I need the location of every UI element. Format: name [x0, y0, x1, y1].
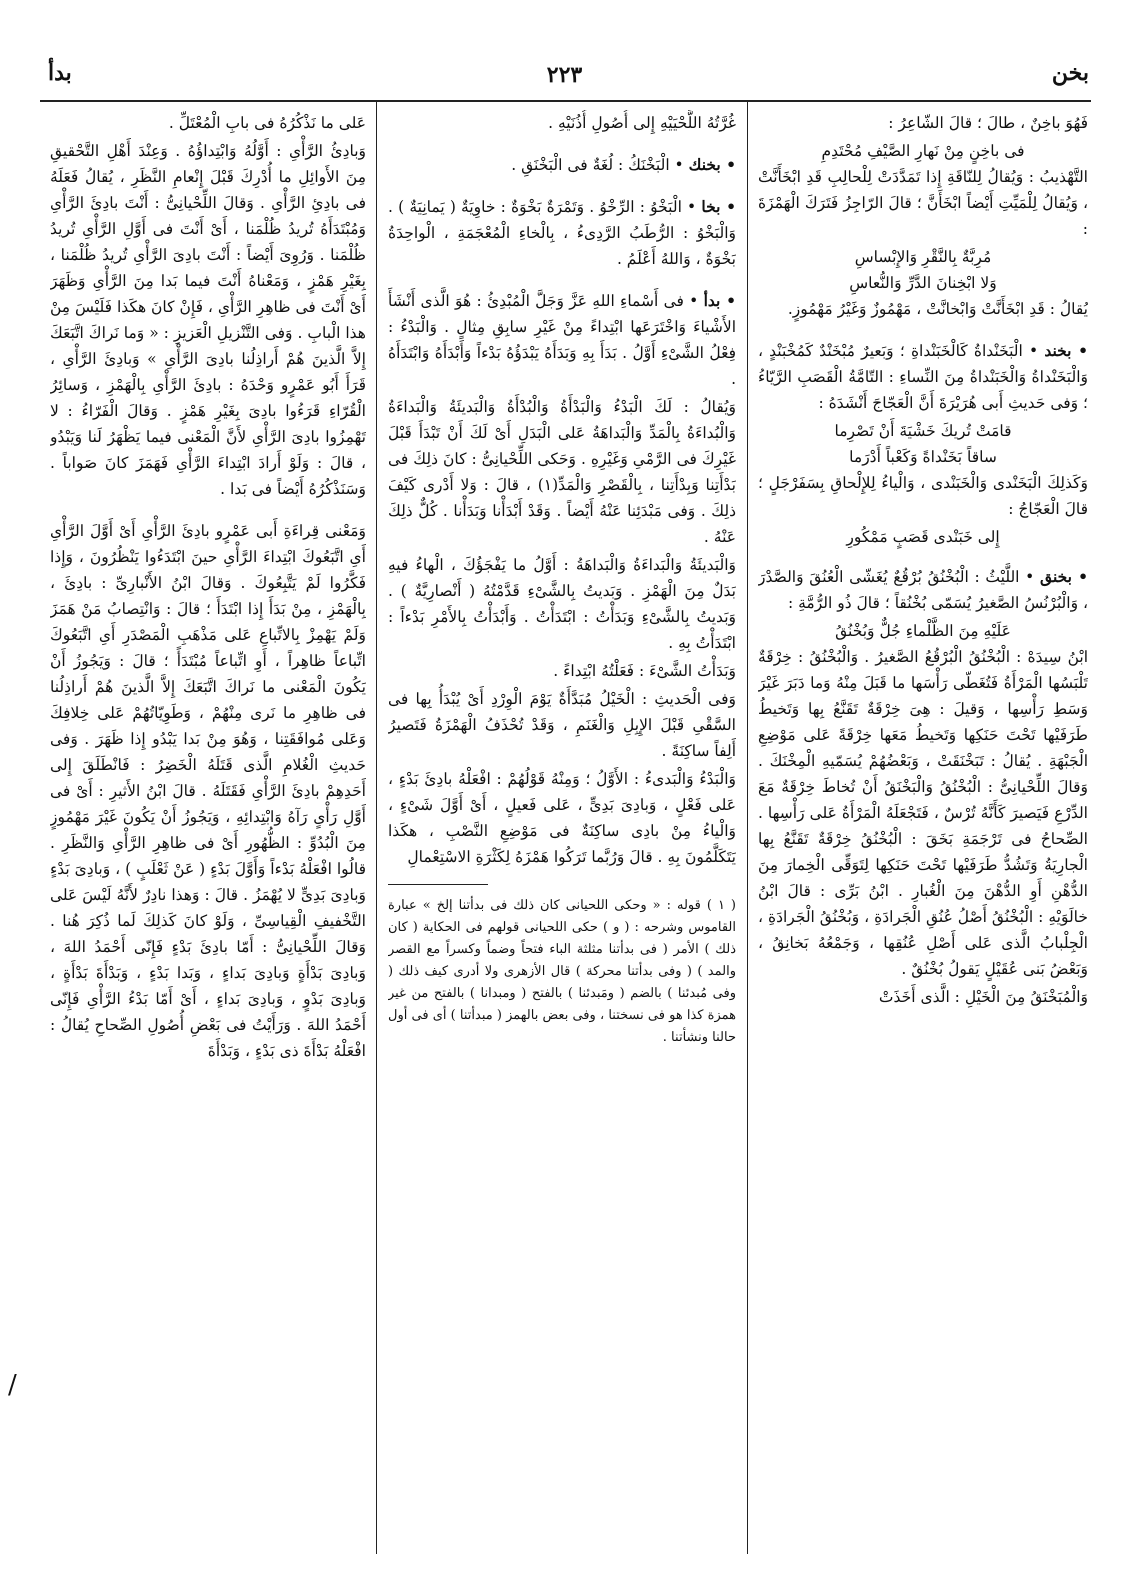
- verse-line: [758, 244, 1088, 270]
- paragraph-gap: [50, 504, 366, 518]
- paragraph: [50, 518, 366, 1064]
- entry-text: التَّهْذيبُ : وَيُقالُ لِلنّاقَةِ إِذا تَمَدَّدَتْ لِلْحالِبِ قَدِ ابْخَأَنَّتْ ، وَيُقالُ لِلْمَيِّتِ أَيْضاً ابْخَأَنَّ ؛ قالَ الرّاجِزُ فَتَرَكَ الْهَمْزَةَ :: [758, 168, 1088, 238]
- paragraph: [758, 164, 1088, 242]
- paragraph: [388, 152, 736, 178]
- entry-text: • الْبَخَنْداةُ كَالْخَبَنْداةِ ؛ وَبَعيرٌ مُبْخَنْدٌ كَمُخْبَنْدٍ ، وَالْبَخَنْداةُ وَالْخَبَنْداةُ مِنَ النِّساءِ : التّامَّةُ الْقَصَبِ الرَّيّاءُ ؛ وَفى حَديثِ أَبى هُرَيْرَةَ أَنَّ الْعَجّاجَ أَنْشَدَهُ :: [758, 342, 1088, 412]
- entry-text: • الْبَخْوُ : الرِّخْوُ . وَتَمْرَةٌ بَخْوَةٌ : خاوِيَةٌ ( يَمانِيَةٌ ) . وَالْبَخْوُ : الرُّطَبُ الرَّدِىءُ ، بِالْخاءِ الْمُعْجَمَةِ ، الْواحِدَةُ بَخْوَةٌ ، وَاللهُ أَعْلَمُ .: [388, 198, 736, 268]
- page-number: ٢٢٣: [546, 62, 583, 88]
- entry-text: وَلا ابْخِنانَ الدَّرِّ وَالنُّعاسِ: [849, 274, 997, 292]
- entry-text: فَهُوَ باخِنٌ ، طالَ ؛ قالَ الشّاعِرُ :: [888, 114, 1088, 132]
- paragraph: [758, 644, 1088, 982]
- column-divider-left: [376, 102, 377, 1554]
- entry-text: عَلى ما نَذْكُرُهُ فى بابِ الْمُعْتَلِّ .: [168, 114, 366, 132]
- paragraph: [388, 658, 736, 684]
- paragraph: [50, 138, 366, 502]
- paragraph: [388, 766, 736, 870]
- entry-headword: • بدأ: [703, 291, 736, 310]
- entry-text: عَلَيْهِ مِنَ الظَّلْماءِ جُلٌّ وَبُخْنُقُ: [835, 622, 1011, 640]
- column-divider-right: [747, 102, 748, 1554]
- paragraph: [388, 552, 736, 656]
- entry-text: وَبادِئُ الرَّأْىِ : أَوَّلُهُ وَابْتِداؤُهُ . وَعِنْدَ أَهْلِ التَّحْقيقِ مِنَ الأَوائِلِ ما أُدْرِكَ قَبْلَ إِنْعامِ النَّظَرِ ، يُقالُ فَعَلَهُ فى بادِئِ الرَّأْىِ . وَقالَ اللِّحْيانِىُّ : أَنْتَ بادِئَ الرَّأْىِ وَمُبْتَدَأَهُ تُريدُ ظُلْمَنا ، أَىْ أَنْتَ فى أَوَّلِ الرَّأْىِ تُريدُ ظُلْمَنا . وَرُوِىَ أَيْضاً : أَنْتَ بادِىَ الرَّأْىِ تُريدُ ظُلْمَنا ، بِغَيْرِ هَمْزٍ ، وَمَعْناهُ أَنْتَ فيما بَدا مِنَ الرَّأْىِ وَظَهَرَ أَىْ أَنْتَ فى ظاهِرِ الرَّأْىِ ، فَإِنْ كانَ هكَذا فَلَيْسَ مِنْ هذا الْبابِ . وَفى التَّنْزيلِ الْعَزيزِ : « وَما نَراكَ اتَّبَعَكَ إِلاَّ الَّذينَ هُمْ أَراذِلُنا بادِىَ الرَّأْىِ » وَبادِئَ الرَّأْىِ ، قَرَأَ أَبُو عَمْرٍو وَحْدَهُ : بادِئَ الرَّأْىِ بِالْهَمْزِ ، وَسائِرُ الْقُرّاءِ قَرَءُوا بادِىَ بِغَيْرِ هَمْزٍ . وَقالَ الْفَرّاءُ : لا تَهْمِزُوا بادِىَ الرَّأْىِ لأَنَّ الْمَعْنى فيما يَظْهَرُ لَنا وَيَبْدُو ، قالَ : وَلَوْ أَرادَ ابْتِداءَ الرَّأْىِ فَهَمَزَ كانَ صَواباً . وَسَنَذْكُرُهُ أَيْضاً فى بَدا .: [50, 142, 366, 498]
- header-last-word: بدأ: [48, 60, 72, 86]
- verse-line: [758, 418, 1088, 444]
- paragraph: [758, 564, 1088, 616]
- paragraph: [50, 110, 366, 136]
- header-root-word: بخن: [1051, 60, 1089, 86]
- entry-headword: • بخند: [1044, 341, 1088, 360]
- paragraph: [758, 110, 1088, 136]
- entry-text: فى باخِنٍ مِنْ نَهارِ الصَّيْفِ مُحْتَدِمِ: [821, 142, 1025, 160]
- verse-line: [758, 524, 1088, 550]
- paragraph-gap: [388, 138, 736, 152]
- paragraph: [758, 984, 1088, 1010]
- entry-text: ساقاً بَخَنْداةً وَكَعْباً أَدْرَما: [849, 448, 997, 466]
- entry-text: وَكَذلِكَ الْبَخَنْدى وَالْخَبَنْدى ، وَالْياءُ لِلإِلْحاقِ بِسَفَرْجَلٍ ؛ قالَ الْعَجّاجُ :: [758, 474, 1088, 518]
- entry-text: وَيُقالُ : لَكَ الْبَدْءُ وَالْبَدْأَةُ وَالْبُدْأَةُ وَالْبَديئَةُ وَالْبَداءَةُ وَالْبُداءَةُ بِالْمَدِّ وَالْبَداهَةُ عَلى الْبَدَلِ أَىْ لَكَ أَنْ تَبْدَأَ قَبْلَ غَيْرِكَ فى الرَّمْىِ وَغَيْرِهِ . وَحَكى اللِّحْيانِىُّ : كانَ ذلِكَ فى بَدْأَتِنا وَبِدْأَتِنا ، بِالْقَصْرِ وَالْمَدِّ(١) ، قالَ : وَلا أَدْرى كَيْفَ ذلِكَ . وَفى مَبْدَئِنا عَنْهُ أَيْضاً . وَقَدْ أَبْدَأْنا وَبَدَأْنا . كُلٌّ ذلِكَ عَنْهُ .: [388, 398, 736, 546]
- paragraph: [388, 110, 736, 136]
- paragraph-gap: [758, 550, 1088, 564]
- entry-text: إِلى خَبَنْدى قَصَبٍ مَمْكُورِ: [846, 528, 1000, 546]
- paragraph: [758, 470, 1088, 522]
- entry-text: قامَتْ تُريكَ خَشْيَةَ أَنْ تَصْرِما: [834, 422, 1012, 440]
- paragraph: [388, 288, 736, 392]
- paragraph: [388, 686, 736, 764]
- entry-text: وَمَعْنى قِراءَةِ أَبى عَمْرٍو بادِئَ الرَّأْىِ أَىْ أَوَّلَ الرَّأْىِ أَىِ اتَّبَعُوكَ ابْتِداءَ الرَّأْىِ حينَ ابْتَدَءُوا يَنْظُرُونَ ، وَإِذا فَكَّرُوا لَمْ يَتَّبِعُوكَ . وَقالَ ابْنُ الأَنْبارِىِّ : بادِئَ ، بِالْهَمْزِ ، مِنْ بَدَأَ إِذا ابْتَدَأَ ؛ قالَ : وَانْتِصابُ مَنْ هَمَزَ وَلَمْ يَهْمِزْ بِالاتِّباعِ عَلى مَذْهَبِ الْمَصْدَرِ أَىِ اتَّبَعُوكَ اتِّباعاً ظاهِراً ، أَوِ اتِّباعاً مُبْتَدَأً ؛ قالَ : وَيَجُوزُ أَنْ يَكُونَ الْمَعْنى ما نَراكَ اتَّبَعَكَ إِلاَّ الَّذينَ هُمْ أَراذِلُنا فى ظاهِرِ ما نَرى مِنْهُمْ ، وَطَوِيّاتُهُمْ عَلى خِلافِكَ وَعَلى مُوافَقَتِنا ، وَهُوَ مِنْ بَدا يَبْدُو إِذا ظَهَرَ . وَفى حَديثِ الْغُلامِ الَّذى قَتَلَهُ الْخَضِرُ : فَانْطَلَقَ إِلى أَحَدِهِمْ بادِئَ الرَّأْىِ فَقَتَلَهُ . قالَ ابْنُ الأَثيرِ : أَىْ فى أَوَّلِ رَأْىٍ رَآهُ وَابْتِدائِهِ ، وَيَجُوزُ أَنْ يَكُونَ غَيْرَ مَهْمُوزٍ مِنَ الْبُدُوِّ : الظُّهُورِ أَىْ فى ظاهِرِ الرَّأْىِ وَالنَّظَرِ . قالُوا افْعَلْهُ بَدْءاً وَأَوَّلَ بَدْءٍ ( عَنْ ثَعْلَبٍ ) ، وَبادِىَ بَدْءٍ وَبادِىَ بَدِىٍّ لا يُهْمَزُ . قالَ : وَهذا نادِرٌ لأَنَّهُ لَيْسَ عَلى التَّخْفيفِ الْقِياسِىِّ ، وَلَوْ كانَ كَذلِكَ لَما ذُكِرَ هُنا . وَقالَ اللِّحْيانِىُّ : أَمّا بادِئَ بَدْءٍ فَإِنّى أَحْمَدُ اللهَ ، وَبادِىَ بَدْأَةٍ وَبادِىَ بَداءٍ ، وَبَدا بَدْءٍ ، وَبَدْأَةَ بَدْأَةٍ ، وَبادِىَ بَدْوٍ ، وَبادِىَ بَداءٍ ، أَىْ أَمّا بَدْءُ الرَّأْىِ فَإِنّى أَحْمَدُ اللهَ . وَرَأَيْتُ فى بَعْضِ أُصُولِ الصِّحاحِ يُقالُ : افْعَلْهُ بَدْأَةَ ذى بَدْءٍ ، وَبَدْأَةَ: [50, 522, 366, 1060]
- entry-text: وَالْمُبَخْنَقُ مِنَ الْخَيْلِ : الَّذى أَخَذَتْ: [878, 988, 1088, 1006]
- entry-text: وَفى الْحَديثِ : الْخَيْلُ مُبَدَّأَةٌ يَوْمَ الْوِرْدِ أَىْ يُبْدَأُ بِها فى السَّقْىِ قَبْلَ الإِبِلِ وَالْغَنَمِ ، وَقَدْ تُحْذَفُ الْهَمْزَةُ فَتَصيرُ أَلِفاً ساكِنَةً .: [388, 690, 736, 760]
- column-right: [758, 110, 1088, 1564]
- entry-headword: • بخنك: [688, 155, 736, 174]
- column-middle: [388, 110, 736, 1564]
- entry-text: وَبَدَأْتُ الشَّىْءَ : فَعَلْتُهُ ابْتِداءً .: [553, 662, 736, 680]
- margin-mark: /: [8, 1370, 17, 1400]
- paragraph-gap: [758, 324, 1088, 338]
- verse-line: [758, 270, 1088, 296]
- entry-text: • فى أَسْماءِ اللهِ عَزَّ وَجَلَّ الْمُبْدِئُ : هُوَ الَّذى أَنْشَأَ الأَشْياءَ وَاخْتَرَعَها ابْتِداءً مِنْ غَيْرِ سابِقِ مِثالٍ . وَالْبَدْءُ : فِعْلُ الشَّىْءِ أَوَّلُ . بَدَأَ بِهِ وَبَدَأَهُ يَبْدَؤُهُ بَدْءاً وَأَبْدَأَهُ وَابْتَدَأَهُ .: [388, 292, 736, 388]
- paragraph: [388, 394, 736, 550]
- entry-text: • الْبَخْنَكُ : لُغَةٌ فى الْبَخْنَقِ .: [511, 156, 689, 174]
- header-rule: [40, 100, 1091, 102]
- verse-line: [758, 138, 1088, 164]
- paragraph: [388, 194, 736, 272]
- entry-text: ابْنُ سِيدَهْ : الْبُخْنُقُ الْبُرْقُعُ الصَّغيرُ . وَالْبُخْنُقُ : خِرْقَةٌ تَلْبَسُها الْمَرْأَةُ فَتُغَطّى رَأْسَها ما قَبَلَ مِنْهُ وَما دَبَرَ غَيْرَ وَسَطِ رَأْسِها ، وَقيلَ : هِىَ خِرْقَةٌ تَقَنَّعُ بِها وَتَخيطُ طَرَفَيْها تَحْتَ حَنَكِها وَتَخيطُ مَعَها خِرْقَةً عَلى مَوْضِعِ الْجَبْهَةِ . يُقالُ : تَبَخْنَقَتْ ، وَبَعْضُهُمْ يُسَمّيهِ الْمِخْنَكَ . وَقالَ اللِّحْيانِىُّ : الْبُخْنُقُ وَالْبَخْنَقُ أَنْ تُخاطَ خِرْقَةٌ مَعَ الدِّرْعِ فَيَصيرَ كَأَنَّهُ تُرْسٌ ، فَتَجْعَلَهُ الْمَرْأَةُ عَلى رَأْسِها . الصِّحاحُ فى تَرْجَمَةِ بَخَقَ : الْبُخْنُقُ خِرْقَةٌ تَقَنَّعُ بِها الْجارِيَةُ وَتَشُدُّ طَرَفَيْها تَحْتَ حَنَكِها لِتَوَقِّى الْخِمارَ مِنَ الدُّهْنِ أَوِ الدُّهْنَ مِنَ الْغُبارِ . ابْنُ بَرِّى : قالَ ابْنُ خالَوَيْهِ : الْبُخْنُقُ أَصْلُ عُنُقِ الْجَرادَةِ ، وَبُخْنُقُ الْجَرادَةِ ، الْجِلْبابُ الَّذى عَلى أَصْلِ عُنُقِها ، وَجَمْعُهُ بَخانِقُ ، وَبَعْضُ بَنى عُقَيْلٍ يَقولُ بُخْنُقٌ .: [758, 648, 1088, 978]
- verse-line: [758, 618, 1088, 644]
- entry-headword: • بخنق: [1040, 567, 1088, 586]
- entry-text: غُرَّتُهُ اللَّحْيَيْهِ إِلى أُصُولِ أُذُنَيْهِ .: [548, 114, 736, 132]
- verse-line: [758, 444, 1088, 470]
- paragraph: [758, 296, 1088, 322]
- entry-headword: • بخا: [701, 197, 736, 216]
- footnote: [388, 895, 736, 1049]
- footnote-separator: [388, 884, 488, 885]
- column-left: [50, 110, 366, 1564]
- paragraph-gap: [388, 180, 736, 194]
- entry-text: ( ١ ) قوله : « وحكى اللحيانى كان ذلك فى بدأتنا إلخ » عبارة القاموس وشرحه : ( و ) حكى اللحيانى قولهم فى الحكاية ( كان ذلك ) الأمر ( فى بدأتنا مثلثة الباء فتحاً وضماً وكسراً مع القصر والمد ) ( وفى بدأتنا محركة ) قال الأزهرى ولا أدرى كيف ذلك ( وفى مُبدئنا ) بالضم ( ومَبدئنا ) بالفتح ( ومبدانا ) بالفتح من غير همزة كذا هو فى نسختنا ، وفى بعض بالهمز ( مبدأتنا ) أى فى أول حالنا ونشأتنا .: [388, 898, 736, 1045]
- entry-text: وَالْبَديئَةُ وَالْبَداءَةُ وَالْبَداهَةُ : أَوَّلُ ما يَفْجَؤُكَ ، الْهاءُ فيهِ بَدَلٌ مِنَ الْهَمْزِ . وَبَديتُ بِالشَّىْءِ قَدَّمْتُهُ ( أَنْصارِيَّةٌ ) . وَبَديتُ بِالشَّىْءِ وَبَدَأْتُ : ابْتَدَأْتُ . وَأَبْدَأْتُ بِالأَمْرِ بَدْءاً : ابْتَدَأْتُ بِهِ .: [388, 556, 736, 652]
- entry-text: • اللَّيْثُ : الْبُخْنُقُ بُرْقُعٌ يُغَشّى الْعُنُقَ وَالصَّدْرَ ، وَالْبُرْنُسُ الصَّغيرُ يُسَمّى بُخْنُقاً ؛ قالَ ذُو الرُّمَّةِ :: [758, 568, 1088, 612]
- paragraph-gap: [388, 274, 736, 288]
- entry-text: وَالْبَدْءُ وَالْبَدىءُ : الأَوَّلُ ؛ وَمِنْهُ قَوْلُهُمْ : افْعَلْهُ بادِئَ بَدْءٍ ، عَلى فَعْلٍ ، وَبادِىَ بَدِىٍّ ، عَلى فَعيلٍ ، أَىْ أَوَّلَ شَىْءٍ ، وَالْياءُ مِنْ بادِى ساكِنَةٌ فى مَوْضِعِ النَّصْبِ ، هكَذا يَتَكَلَّمُونَ بِهِ . قالَ وَرُبَّما تَرَكُوا هَمْزَهُ لِكَثْرَةِ الاسْتِعْمالِ: [388, 770, 736, 866]
- paragraph: [758, 338, 1088, 416]
- entry-text: يُقالُ : قَدِ ابْخَأَنَّتْ وَابْخانَّتْ ، مَهْمُوزٌ وَغَيْرُ مَهْمُوزٍ.: [787, 300, 1088, 318]
- entry-text: مُرِبَّةٌ بِالنَّقْرِ وَالإِبْساسِ: [854, 248, 992, 266]
